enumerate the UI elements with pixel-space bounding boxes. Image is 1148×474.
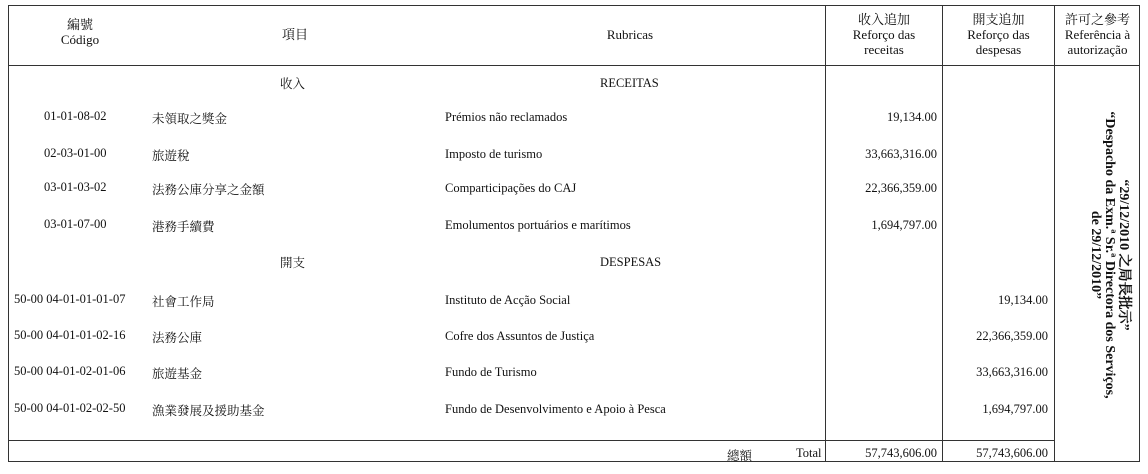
header-item: 項目 bbox=[281, 27, 308, 42]
row-despesas: 1,694,797.00 bbox=[982, 402, 1048, 416]
row-rubrica: Instituto de Acção Social bbox=[445, 293, 571, 307]
row-receitas: 22,366,359.00 bbox=[865, 181, 937, 195]
header-despesas bbox=[943, 12, 1054, 57]
header-reference bbox=[1055, 12, 1140, 57]
section-income-zh: 收入 bbox=[280, 77, 306, 91]
total-despesas: 57,743,606.00 bbox=[976, 446, 1048, 460]
row-item-zh: 法務公庫 bbox=[152, 331, 203, 345]
row-code: 50-00 04-01-01-02-16 bbox=[14, 328, 126, 342]
row-item-zh: 旅遊基金 bbox=[152, 367, 203, 381]
row-rubrica: Fundo de Turismo bbox=[445, 365, 537, 379]
row-code: 01-01-08-02 bbox=[44, 109, 107, 123]
row-receitas: 19,134.00 bbox=[887, 110, 937, 124]
section-income-pt: RECEITAS bbox=[600, 76, 659, 90]
row-receitas: 33,663,316.00 bbox=[865, 147, 937, 161]
row-rubrica: Prémios não reclamados bbox=[445, 110, 568, 124]
col-divider-receitas bbox=[825, 5, 826, 462]
header-despesas-pt2: despesas bbox=[975, 42, 1022, 57]
total-receitas: 57,743,606.00 bbox=[865, 446, 937, 460]
header-code-zh: 編號 bbox=[66, 17, 93, 32]
row-rubrica: Imposto de turismo bbox=[445, 147, 543, 161]
header-code bbox=[40, 17, 120, 47]
header-receitas-pt2: receitas bbox=[864, 42, 904, 57]
header-receitas bbox=[826, 12, 942, 57]
row-despesas: 19,134.00 bbox=[998, 293, 1048, 307]
row-code: 50-00 04-01-02-01-06 bbox=[14, 364, 126, 378]
row-code: 03-01-07-00 bbox=[44, 217, 107, 231]
authorization-reference bbox=[1060, 80, 1140, 410]
header-reference-pt1: Referência à bbox=[1064, 27, 1131, 42]
section-expense-zh: 開支 bbox=[280, 256, 306, 270]
row-rubrica: Emolumentos portuários e marítimos bbox=[445, 218, 631, 232]
reference-line-2: “Despacho da Exm.ª Sr.ª Directora dos Serviços, bbox=[1102, 111, 1117, 399]
row-receitas: 1,694,797.00 bbox=[871, 218, 937, 232]
header-receitas-zh: 收入追加 bbox=[857, 12, 910, 27]
row-rubrica: Fundo de Desenvolvimento e Apoio à Pesca bbox=[445, 402, 666, 416]
header-code-pt: Código bbox=[60, 32, 100, 47]
row-rubrica: Cofre dos Assuntos de Justiça bbox=[445, 329, 595, 343]
section-expense-pt: DESPESAS bbox=[600, 255, 662, 269]
row-code: 50-00 04-01-01-01-07 bbox=[14, 292, 126, 306]
total-top-line bbox=[8, 440, 1054, 441]
header-rubricas: Rubricas bbox=[606, 27, 654, 42]
header-reference-zh: 許可之參考 bbox=[1064, 12, 1130, 27]
row-code: 50-00 04-01-02-02-50 bbox=[14, 401, 126, 415]
row-despesas: 22,366,359.00 bbox=[976, 329, 1048, 343]
header-despesas-zh: 開支追加 bbox=[972, 12, 1025, 27]
header-reference-pt2: autorização bbox=[1067, 42, 1128, 57]
header-bottom-line bbox=[8, 65, 1140, 66]
row-code: 03-01-03-02 bbox=[44, 180, 107, 194]
header-receitas-pt1: Reforço das bbox=[852, 27, 916, 42]
row-item-zh: 旅遊稅 bbox=[152, 149, 190, 163]
total-label-zh: 總額 bbox=[727, 449, 753, 463]
reference-line-3: de 29/12/2010” bbox=[1088, 210, 1103, 300]
col-divider-reference bbox=[1054, 5, 1055, 462]
row-despesas: 33,663,316.00 bbox=[976, 365, 1048, 379]
row-rubrica: Comparticipações do CAJ bbox=[445, 181, 577, 195]
col-divider-despesas bbox=[942, 5, 943, 462]
row-item-zh: 未領取之獎金 bbox=[152, 112, 228, 126]
total-label-pt: Total bbox=[796, 446, 822, 460]
reference-line-1: “29/12/2010 之局長批示” bbox=[1116, 179, 1131, 331]
row-item-zh: 漁業發展及援助基金 bbox=[152, 404, 265, 418]
authorization-reference-text bbox=[1088, 90, 1130, 420]
row-item-zh: 港務手續費 bbox=[152, 220, 215, 234]
row-code: 02-03-01-00 bbox=[44, 146, 107, 160]
row-item-zh: 法務公庫分享之金額 bbox=[152, 183, 265, 197]
row-item-zh: 社會工作局 bbox=[152, 295, 215, 309]
header-despesas-pt1: Reforço das bbox=[967, 27, 1030, 42]
